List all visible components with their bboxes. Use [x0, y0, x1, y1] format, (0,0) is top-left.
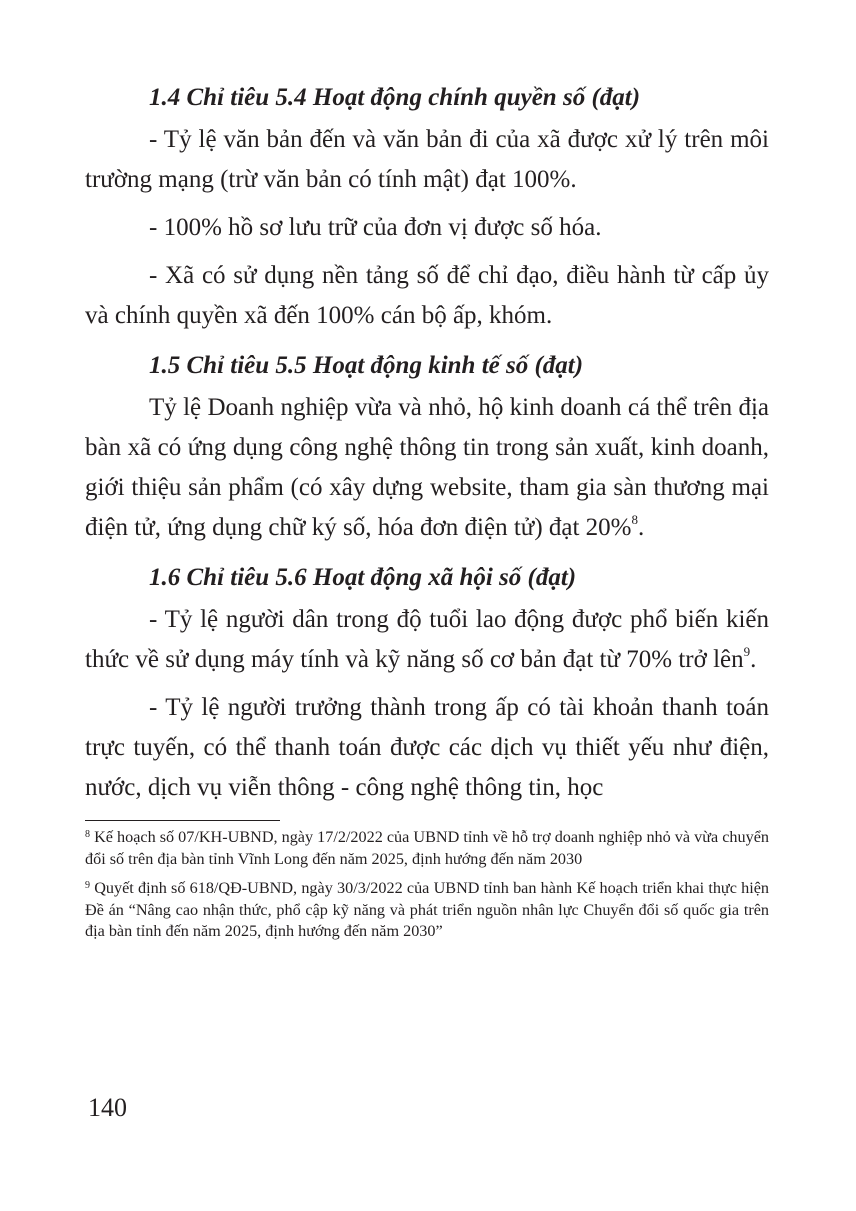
footnote-number: 9: [85, 880, 90, 891]
page-body: [85, 76, 769, 951]
paragraph: - Tỷ lệ người dân trong độ tuổi lao động được phổ biến kiến thức về sử dụng máy tính và kỹ năng số cơ bản đạt từ 70% trở lên$^9$.: [85, 606, 769, 673]
paragraph: - Tỷ lệ văn bản đến và văn bản đi của xã được xử lý trên môi trường mạng (trừ văn bản có tính mật) đạt 100%.: [85, 126, 769, 193]
footnote-number: 8: [85, 829, 90, 840]
footnote-text: Kế hoạch số 07/KH-UBND, ngày 17/2/2022 của UBND tỉnh về hỗ trợ doanh nghiệp nhỏ và vừa chuyển đổi số trên địa bàn tỉnh Vĩnh Long đến năm 2025, định hướng đến năm 2030: [85, 828, 769, 868]
footnote-9: [85, 878, 769, 943]
paragraph: - Xã có sử dụng nền tảng số để chỉ đạo, điều hành từ cấp ủy và chính quyền xã đến 100% cán bộ ấp, khóm.: [85, 262, 769, 329]
page-number: 140: [88, 1093, 127, 1122]
footnote-divider: [85, 820, 280, 821]
section-heading-1-5: 1.5 Chỉ tiêu 5.5 Hoạt động kinh tế số (đạt): [149, 352, 584, 379]
section-heading-1-6: 1.6 Chỉ tiêu 5.6 Hoạt động xã hội số (đạt): [149, 564, 577, 591]
paragraph-text: Tỷ lệ Doanh nghiệp vừa và nhỏ, hộ kinh doanh cá thể trên địa bàn xã có ứng dụng công nghệ thông tin trong sản xuất, kinh doanh, giới thiệu sản phẩm (có xây dựng website, tham gia sàn thương mại điện tử, ứng dụng chữ ký số, hóa đơn điện tử) đạt 20%: [85, 394, 769, 541]
footnote-ref: 9: [743, 644, 751, 659]
paragraph: - 100% hồ sơ lưu trữ của đơn vị được số hóa.: [149, 214, 602, 241]
footnote-8: [85, 827, 769, 870]
footnote-text: Quyết định số 618/QĐ-UBND, ngày 30/3/2022 của UBND tỉnh ban hành Kế hoạch triển khai thực hiện Đề án “Nâng cao nhận thức, phổ cập kỹ năng và phát triển nguồn nhân lực Chuyển đổi số quốc gia trên địa bàn tỉnh đến năm 2025, định hướng đến năm 2030”: [85, 879, 769, 940]
footnote-ref: 8: [631, 512, 639, 527]
paragraph: Tỷ lệ Doanh nghiệp vừa và nhỏ, hộ kinh doanh cá thể trên địa bàn xã có ứng dụng công nghệ thông tin trong sản xuất, kinh doanh, giới thiệu sản phẩm (có xây dựng website, tham gia sàn thương mại điện tử, ứng dụng chữ ký số, hóa đơn điện tử) đạt 20%$^8$.: [85, 394, 769, 541]
paragraph: - Tỷ lệ người trưởng thành trong ấp có tài khoản thanh toán trực tuyến, có thể thanh toán được các dịch vụ thiết yếu như điện, nước, dịch vụ viễn thông - công nghệ thông tin, học: [85, 694, 769, 801]
section-heading-1-4: 1.4 Chỉ tiêu 5.4 Hoạt động chính quyền số (đạt): [149, 84, 641, 111]
paragraph-text: - Tỷ lệ người dân trong độ tuổi lao động được phổ biến kiến thức về sử dụng máy tính và kỹ năng số cơ bản đạt từ 70% trở lên: [85, 606, 769, 673]
